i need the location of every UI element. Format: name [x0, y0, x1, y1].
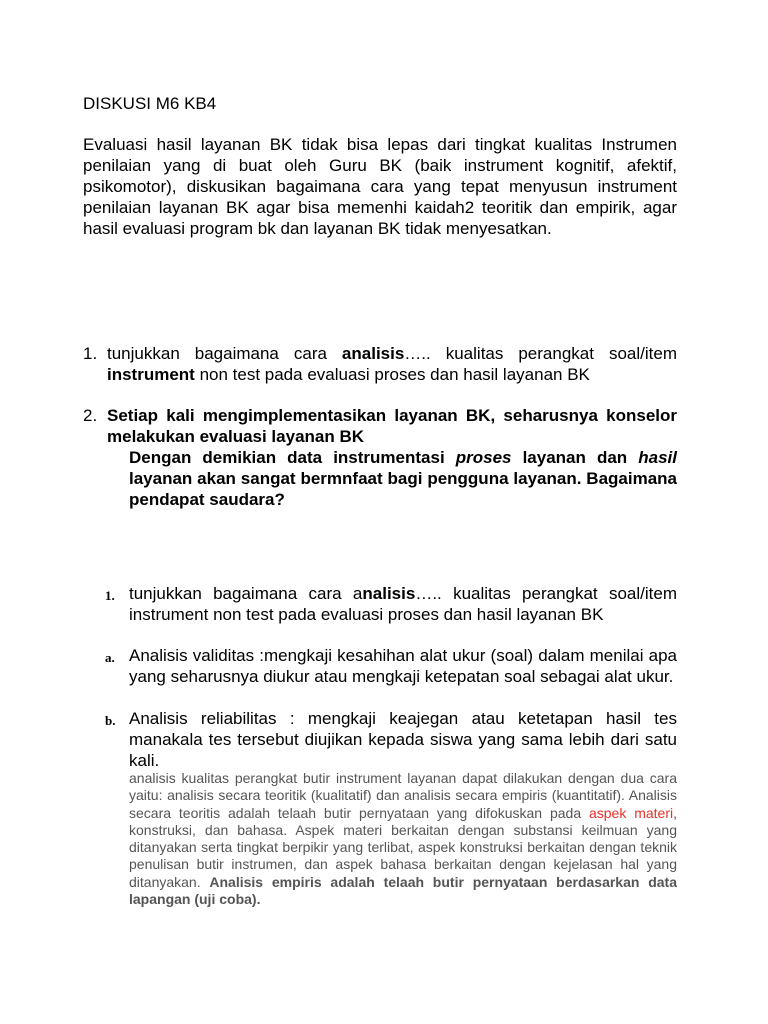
- list-item-b-text: Analisis reliabilitas : mengkaji keajegan atau ketetapan hasil tes manakala tes tersebut diujikan kepada siswa yang sama lebih dari satu kali.: [129, 709, 677, 770]
- document-title: DISKUSI M6 KB4: [83, 94, 217, 113]
- intro-paragraph: Evaluasi hasil layanan BK tidak bisa lepas dari tingkat kualitas Instrumen penilaian yang di buat oleh Guru BK (baik instrument kognitif, afektif, psikomotor), diskusikan bagaimana cara yang tepat menyusun instrument penilaian layanan BK agar bisa memenhi kaidah2 teoritik dan empirik, agar hasil evaluasi program bk dan layanan BK tidak menyesatkan.: [83, 135, 677, 238]
- list-item-a-text: Analisis validitas :mengkaji kesahihan alat ukur (soal) dalam menilai apa yang seharusnya diukur atau mengkaji ketepatan soal sebagai alat ukur.: [129, 646, 677, 686]
- question-2-text: Setiap kali mengimplementasikan layanan BK, seharusnya konselor melakukan evaluasi layanan BK: [107, 406, 677, 446]
- highlight-aspek-materi: aspek materi: [588, 804, 674, 821]
- keyword-hasil: hasil: [638, 448, 677, 467]
- answer-1-number: 1.: [105, 588, 115, 603]
- keyword-proses: proses: [455, 448, 512, 467]
- explanation-paragraph: analisis kualitas perangkat butir instrument layanan dapat dilakukan dengan dua cara yaitu: analisis secara teoritik (kualitatif) dan analisis secara empiris (kuantitatif). Analisis secara teoritis adalah telaah butir pernyataan yang difokuskan pada aspek materi, konstruksi, dan bahasa. Aspek materi berkaitan dengan substansi keilmuan yang ditanyakan serta tingkat berpikir yang terlibat, aspek konstruksi berkaitan dengan teknik penulisan butir instrumen, dan aspek bahasa berkaitan dengan kejelasan hal yang ditanyakan. Analisis empiris adalah telaah butir pernyataan berdasarkan data lapangan (uji coba).: [129, 770, 677, 908]
- list-item-b-letter: b.: [105, 713, 116, 728]
- question-2-number: 2.: [83, 406, 98, 425]
- question-1-number: 1.: [83, 344, 98, 363]
- keyword-analisis: analisis: [341, 344, 405, 363]
- list-item-a-letter: a.: [105, 650, 115, 665]
- question-1-text: tunjukkan bagaimana cara analisis….. kualitas perangkat soal/item instrument non test pada evaluasi proses dan hasil layanan BK: [107, 344, 677, 384]
- bold-analisis-empiris: Analisis empiris adalah telaah butir pernyataan berdasarkan data lapangan (uji coba).: [129, 873, 677, 908]
- keyword-instrument: instrument: [107, 365, 195, 384]
- question-2-subtext: Dengan demikian data instrumentasi proses layanan dan hasil layanan akan sangat bermnfaat bagi pengguna layanan. Bagaimana pendapat saudara?: [129, 448, 677, 509]
- answer-1-text: tunjukkan bagaimana cara analisis….. kualitas perangkat soal/item instrument non test pada evaluasi proses dan hasil layanan BK: [129, 584, 677, 624]
